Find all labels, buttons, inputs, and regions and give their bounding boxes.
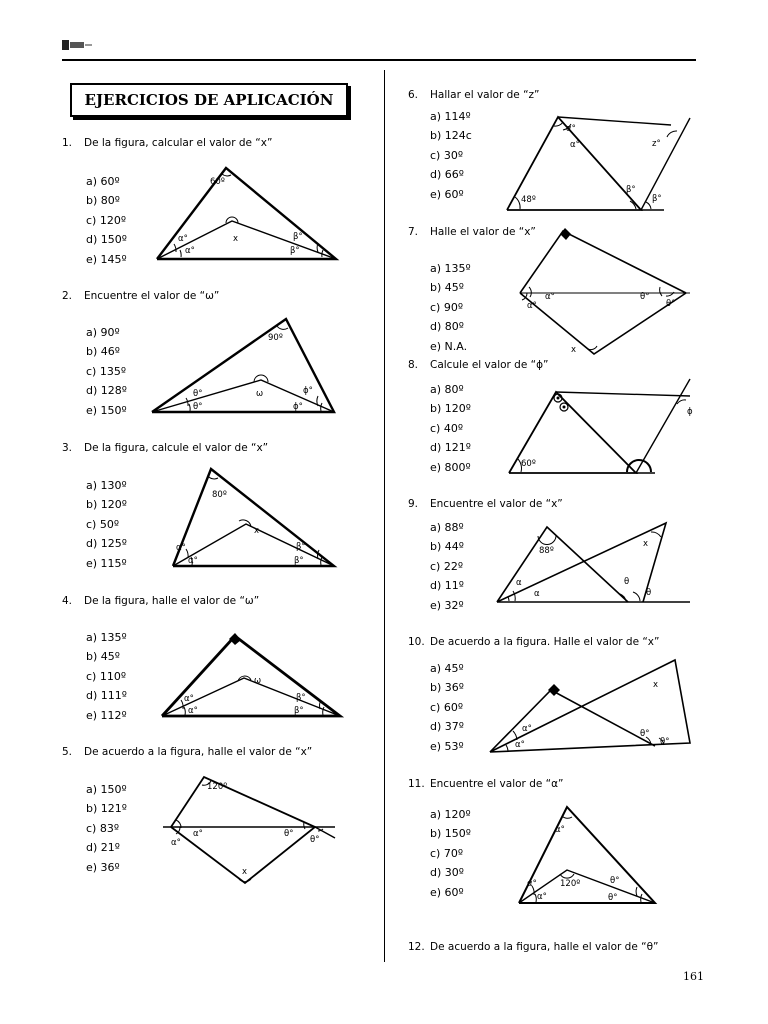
problem-7-options <box>430 259 471 356</box>
problem-number: 5. <box>62 746 73 758</box>
option: c) 120º <box>86 213 127 227</box>
problem-3-options <box>86 476 127 573</box>
figure-label: α <box>516 578 522 588</box>
option: e) 145º <box>86 252 127 266</box>
option: c) 60º <box>430 700 464 714</box>
section-title: EJERCICIOS DE APLICACIÓN <box>84 91 334 109</box>
option: e) 53º <box>430 739 464 753</box>
option: e) N.A. <box>430 339 468 353</box>
option: d) 21º <box>86 841 120 855</box>
figure-5-quadrilateral <box>163 777 335 883</box>
option: e) 150º <box>86 403 127 417</box>
option: e) 60º <box>430 187 464 201</box>
option: b) 124c <box>430 129 472 143</box>
option: c) 90º <box>430 300 464 314</box>
option: a) 135º <box>430 262 471 275</box>
figure-label: α° <box>545 292 555 302</box>
problem-9-options <box>430 518 464 615</box>
problem-11-options <box>430 805 471 902</box>
option: b) 121º <box>86 802 127 816</box>
option: b) 46º <box>86 345 120 359</box>
problem-question: Encuentre el valor de “α” <box>430 778 564 790</box>
figure-11-triangle <box>519 807 655 903</box>
problem-2 <box>62 290 219 302</box>
problem-question: De la figura, calcular el valor de “x” <box>84 137 273 149</box>
problem-10 <box>408 636 659 648</box>
figure-label: α° <box>527 879 537 889</box>
option: c) 83º <box>86 821 120 835</box>
option: c) 30º <box>430 148 464 162</box>
figure-label: θ° <box>284 829 294 839</box>
figure-label: 60º <box>521 459 536 469</box>
problem-1-options <box>86 172 127 269</box>
option: a) 88º <box>430 521 464 534</box>
problem-question: Halle el valor de “x” <box>430 226 536 238</box>
figure-label: α° <box>522 724 532 734</box>
problem-question: De la figura, calcule el valor de “x” <box>84 442 269 454</box>
figure-label: α° <box>193 829 203 839</box>
figure-label: θ <box>646 588 652 598</box>
figure-label: ϕ° <box>293 402 303 412</box>
option: c) 50º <box>86 517 120 531</box>
problem-question: De la figura, halle el valor de “ω” <box>84 595 260 607</box>
figure-label: α° <box>178 234 188 244</box>
problem-8-options <box>430 380 471 477</box>
option: e) 36º <box>86 860 120 874</box>
option: d) 111º <box>86 689 127 703</box>
problem-4-options <box>86 628 127 725</box>
problem-question: Encuentre el valor de “x” <box>430 498 563 510</box>
figure-label: θ° <box>660 737 670 747</box>
problem-6 <box>408 89 539 101</box>
figure-label: β° <box>293 232 303 242</box>
figure-label: α° <box>185 246 195 256</box>
problem-6-options <box>430 107 472 204</box>
figure-label: θ° <box>640 729 650 739</box>
figure-2-triangle <box>152 319 334 412</box>
problem-1 <box>62 137 272 149</box>
figure-label: θ° <box>310 835 320 845</box>
figure-label: α° <box>176 543 186 553</box>
option: c) 135º <box>86 364 127 378</box>
figure-label: θ <box>624 577 630 587</box>
option: c) 22º <box>430 559 464 573</box>
figure-label: 90º <box>268 333 283 343</box>
option: b) 150º <box>430 827 471 841</box>
option: d) 11º <box>430 579 464 593</box>
figure-label: 48º <box>521 195 536 205</box>
figure-label: x <box>254 526 260 536</box>
problem-8 <box>408 359 548 371</box>
header-rule <box>62 59 696 61</box>
problem-number: 10. <box>408 636 425 648</box>
figure-label: β° <box>294 556 304 566</box>
problem-number: 3. <box>62 442 73 454</box>
figure-label: α° <box>527 301 537 311</box>
problem-question: Encuentre el valor de “ω” <box>84 290 220 302</box>
problem-7 <box>408 226 536 238</box>
figure-label: 88º <box>539 546 554 556</box>
figure-label: β° <box>294 706 304 716</box>
figure-label: β° <box>652 194 662 204</box>
figure-label: θ° <box>666 299 676 309</box>
figure-9-figure <box>497 523 690 602</box>
problem-question: De acuerdo a la figura, halle el valor de “θ” <box>430 941 659 953</box>
problem-5 <box>62 746 312 758</box>
figure-label: α° <box>537 892 547 902</box>
option: b) 45º <box>430 281 464 295</box>
problem-12 <box>408 941 658 953</box>
column-separator <box>384 70 385 962</box>
figure-label: α° <box>188 556 198 566</box>
figure-label: θ° <box>193 402 203 412</box>
option: d) 66º <box>430 168 464 182</box>
figure-label: θ° <box>608 893 618 903</box>
figure-label: 120º <box>207 782 228 792</box>
problem-number: 12. <box>408 941 425 953</box>
figure-label: α° <box>566 124 576 134</box>
option: d) 30º <box>430 866 464 880</box>
problem-3 <box>62 442 268 454</box>
figure-label: α° <box>555 825 565 835</box>
problem-10-options <box>430 659 464 756</box>
option: a) 90º <box>86 326 120 339</box>
figure-label: ϕ <box>687 407 693 417</box>
option: d) 128º <box>86 384 127 398</box>
figure-label: 120º <box>560 879 581 889</box>
figure-label: β° <box>290 246 300 256</box>
option: a) 150º <box>86 783 127 796</box>
problem-2-options <box>86 323 127 420</box>
problem-number: 8. <box>408 359 419 371</box>
option: b) 36º <box>430 681 464 695</box>
problem-question: De acuerdo a la figura, halle el valor de “x” <box>84 746 313 758</box>
option: b) 44º <box>430 540 464 554</box>
figure-label: θ° <box>640 292 650 302</box>
page-number: 161 <box>683 970 704 983</box>
figure-label: ω <box>254 676 262 686</box>
problem-number: 11. <box>408 778 425 790</box>
figure-label: β° <box>626 185 636 195</box>
figure-label: θ° <box>610 876 620 886</box>
option: a) 80º <box>430 383 464 396</box>
option: a) 135º <box>86 631 127 644</box>
figure-label: 60º <box>210 177 225 187</box>
option: d) 37º <box>430 720 464 734</box>
figure-8-figure <box>509 379 693 473</box>
option: a) 120º <box>430 808 471 821</box>
option: e) 60º <box>430 885 464 899</box>
figure-10-figure <box>490 660 690 752</box>
problem-9 <box>408 498 563 510</box>
problem-number: 2. <box>62 290 73 302</box>
figure-4-triangle <box>162 633 340 716</box>
figure-label: x <box>571 345 577 355</box>
option: c) 110º <box>86 669 127 683</box>
figure-label: x <box>233 234 239 244</box>
problem-number: 1. <box>62 137 73 149</box>
figure-label: x <box>653 680 659 690</box>
figure-6-figure <box>507 117 690 210</box>
option: c) 40º <box>430 421 464 435</box>
figure-label: β° <box>296 693 306 703</box>
option: a) 60º <box>86 175 120 188</box>
publisher-logo-icon <box>62 36 92 48</box>
figure-label: α° <box>171 838 181 848</box>
problem-number: 6. <box>408 89 419 101</box>
figure-3-triangle <box>173 469 334 566</box>
problem-number: 7. <box>408 226 419 238</box>
figure-1-triangle <box>157 168 336 259</box>
option: e) 32º <box>430 598 464 612</box>
figure-label: α° <box>570 140 580 150</box>
figure-label: α° <box>184 694 194 704</box>
option: d) 125º <box>86 537 127 551</box>
problem-question: Hallar el valor de “z” <box>430 89 540 101</box>
option: d) 121º <box>430 441 471 455</box>
option: a) 130º <box>86 479 127 492</box>
option: a) 45º <box>430 662 464 675</box>
option: e) 800º <box>430 460 471 474</box>
option: d) 80º <box>430 320 464 334</box>
section-title-box <box>70 83 348 117</box>
problem-number: 4. <box>62 595 73 607</box>
problem-question: De acuerdo a la figura. Halle el valor de “x” <box>430 636 660 648</box>
problem-4 <box>62 595 259 607</box>
option: e) 115º <box>86 556 127 570</box>
option: b) 120º <box>430 402 471 416</box>
option: d) 150º <box>86 233 127 247</box>
option: b) 120º <box>86 498 127 512</box>
problem-11 <box>408 778 563 790</box>
problem-5-options <box>86 780 127 877</box>
option: b) 80º <box>86 194 120 208</box>
option: a) 114º <box>430 110 471 123</box>
figure-label: 80º <box>212 490 227 500</box>
problem-question: Calcule el valor de “ϕ” <box>430 359 549 371</box>
figure-label: ϕ° <box>303 386 313 396</box>
option: c) 70º <box>430 846 464 860</box>
figure-label: ω <box>256 389 264 399</box>
figure-label: α° <box>515 740 525 750</box>
problem-number: 9. <box>408 498 419 510</box>
figure-label: θ° <box>193 389 203 399</box>
option: b) 45º <box>86 650 120 664</box>
option: e) 112º <box>86 708 127 722</box>
figure-label: β° <box>296 542 306 552</box>
figure-7-figure <box>520 228 690 355</box>
figure-label: x <box>643 539 649 549</box>
figure-label: α <box>534 589 540 599</box>
figure-label: z° <box>652 139 661 149</box>
figure-label: x <box>242 867 248 877</box>
figure-label: α° <box>188 706 198 716</box>
